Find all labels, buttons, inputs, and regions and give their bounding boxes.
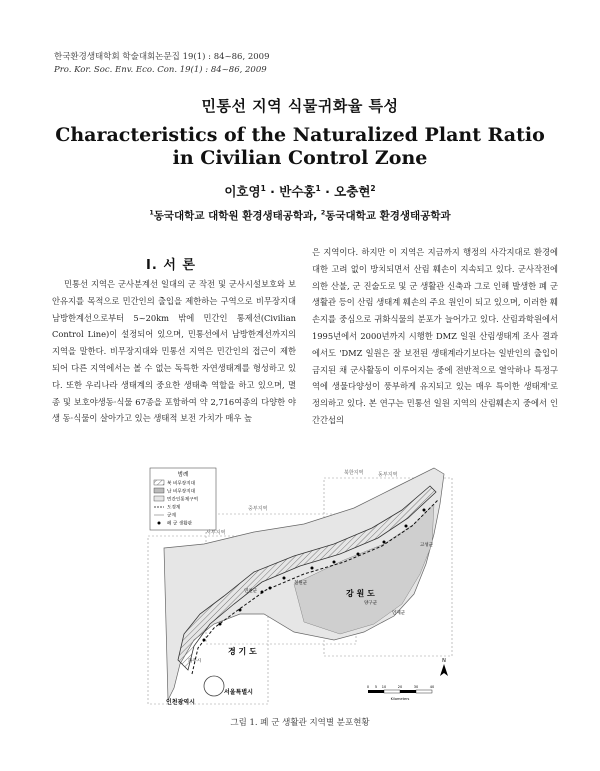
author-list [0, 182, 600, 200]
journal-header-english: Pro. Kor. Soc. Env. Eco. Con. 19(1) : 84~86, 2009 [54, 65, 267, 75]
figure-caption: 그림 1. 폐 군 생활관 지역별 분포현황 [230, 718, 370, 728]
author-3-mark: 2 [370, 183, 376, 193]
author-2-mark: 1 [315, 183, 321, 193]
body-column-left [52, 276, 296, 427]
map-label-central: 중부지역 [248, 506, 268, 512]
seoul-boundary [204, 676, 224, 696]
affiliation-2: 동국대학교 환경생태공학과 [325, 210, 451, 222]
legend-item: 군계 [167, 513, 176, 519]
korean-title: 민통선 지역 식물귀화율 특성 [201, 97, 399, 115]
svg-text:0: 0 [366, 685, 370, 689]
author-separator: · [265, 184, 280, 199]
affiliation-1-mark: 1 [149, 209, 154, 217]
affiliation-1: 동국대학교 대학원 환경생태공학과, [153, 210, 321, 222]
legend-swatch [154, 488, 164, 493]
map-label-gangwon: 강 원 도 [346, 589, 375, 598]
map-label-north: 북한지역 [344, 470, 364, 476]
affiliation-2-mark: 2 [320, 209, 326, 217]
author-separator: · [320, 184, 335, 199]
figure-map [144, 464, 460, 708]
svg-text:30: 30 [413, 685, 419, 689]
svg-text:N: N [442, 658, 446, 664]
author-3: 오충현 [334, 184, 371, 199]
scale-bar [367, 685, 434, 701]
svg-text:Kilometers: Kilometers [390, 697, 410, 701]
author-2: 반수홍 [279, 184, 316, 199]
map-label-west: 서부지역 [206, 530, 226, 536]
map-label-yanggu: 양구군 [364, 601, 378, 606]
map-label-seoul: 서울특별시 [224, 689, 253, 696]
map-label-gyeonggi: 경 기 도 [228, 647, 257, 656]
legend-item: 민간인통제구역 [167, 497, 199, 503]
journal-header-korean: 한국환경생태학회 학술대회논문집 19(1) : 84~86, 2009 [54, 52, 270, 62]
svg-text:5: 5 [374, 685, 378, 689]
legend-item: 폐 군 생활관 [167, 521, 193, 527]
author-1: 이호영 [224, 184, 261, 199]
legend-item: 남 비무장지대 [167, 489, 196, 495]
north-arrow-icon [440, 658, 448, 676]
map-label-incheon: 인천광역시 [166, 699, 195, 706]
legend-title: 범례 [177, 472, 189, 478]
section-heading-introduction: Ⅰ. 서 론 [146, 258, 196, 273]
svg-text:20: 20 [397, 685, 403, 689]
map-label-inje: 인제군 [392, 611, 406, 616]
legend-swatch [154, 480, 164, 485]
legend-item: 북 비무장지대 [167, 481, 196, 487]
map-label-cheorwon: 철원군 [294, 581, 308, 586]
legend-swatch [158, 522, 161, 525]
body-column-right [312, 244, 558, 429]
paragraph: 민통선 지역은 군사분계선 일대의 군 작전 및 군사시설보호와 보안유지를 목적으로 민간인의 출입을 제한하는 구역으로 비무장지대 남방한계선으로부터 5~20km 밖에 민간인 통제선(Civilian Control Line)이 설정되어 있으며, 민통선에서 남방한계선까지의 지역을 말한다. 비무장지대와 민통선 지역은 민간인의 접근이 제한되어 다른 지역에서는 볼 수 없는 독특한 자연생태계를 형성하고 있다. 또한 우리나라 생태계의 중요한 생태축 역할을 하고 있으며, 멸종 및 보호야생동·식물 67종을 포함하여 약 2,716여종의 다양한 야생 동·식물이 살아가고 있는 생태적 보전 가치가 매우 높 [52, 279, 296, 424]
english-title-line-1: Characteristics of the Naturalized Plant Ratio [55, 124, 545, 146]
legend-swatch [154, 496, 164, 501]
english-title-line-2: in Civilian Control Zone [172, 147, 428, 169]
svg-text:40: 40 [429, 685, 435, 689]
author-1-mark: 1 [260, 183, 266, 193]
map-label-east: 동부지역 [378, 472, 398, 478]
map-label-yeoncheon: 연천군 [244, 589, 258, 594]
svg-text:10: 10 [381, 685, 387, 689]
map-label-paju: 파주시 [188, 659, 202, 664]
affiliations [0, 208, 600, 223]
legend-item: 도경계 [167, 505, 181, 511]
paragraph: 은 지역이다. 하지만 이 지역은 지금까지 행정의 사각지대로 환경에 대한 고려 없이 방치되면서 산림 훼손이 지속되고 있다. 군사작전에 의한 산불, 군 진술도로 및 군 생활관 신축과 그로 인해 발생한 폐 군 생활관 등이 산림 생태계 훼손의 주요 원인이 되고 있으며, 이러한 훼손지를 중심으로 귀화식물의 분포가 늘어가고 있다. 산림과학원에서 1995년에서 2000년까지 시행한 DMZ 일원 산림생태계 조사 결과에서도 'DMZ 일원은 잘 보전된 생태계라기보다는 일반인의 출입이 금지된 채 군사활동이 이루어지는 중에 전반적으로 열악하나 특정구역에 생물다양성이 풍부하게 유지되고 있는 매우 특이한 생태계'로 정의하고 있다. 본 연구는 민통선 일원 지역의 산림훼손지 중에서 인간간섭의 [312, 247, 558, 425]
english-title [0, 124, 600, 170]
map-label-goseong: 고성군 [420, 543, 434, 548]
